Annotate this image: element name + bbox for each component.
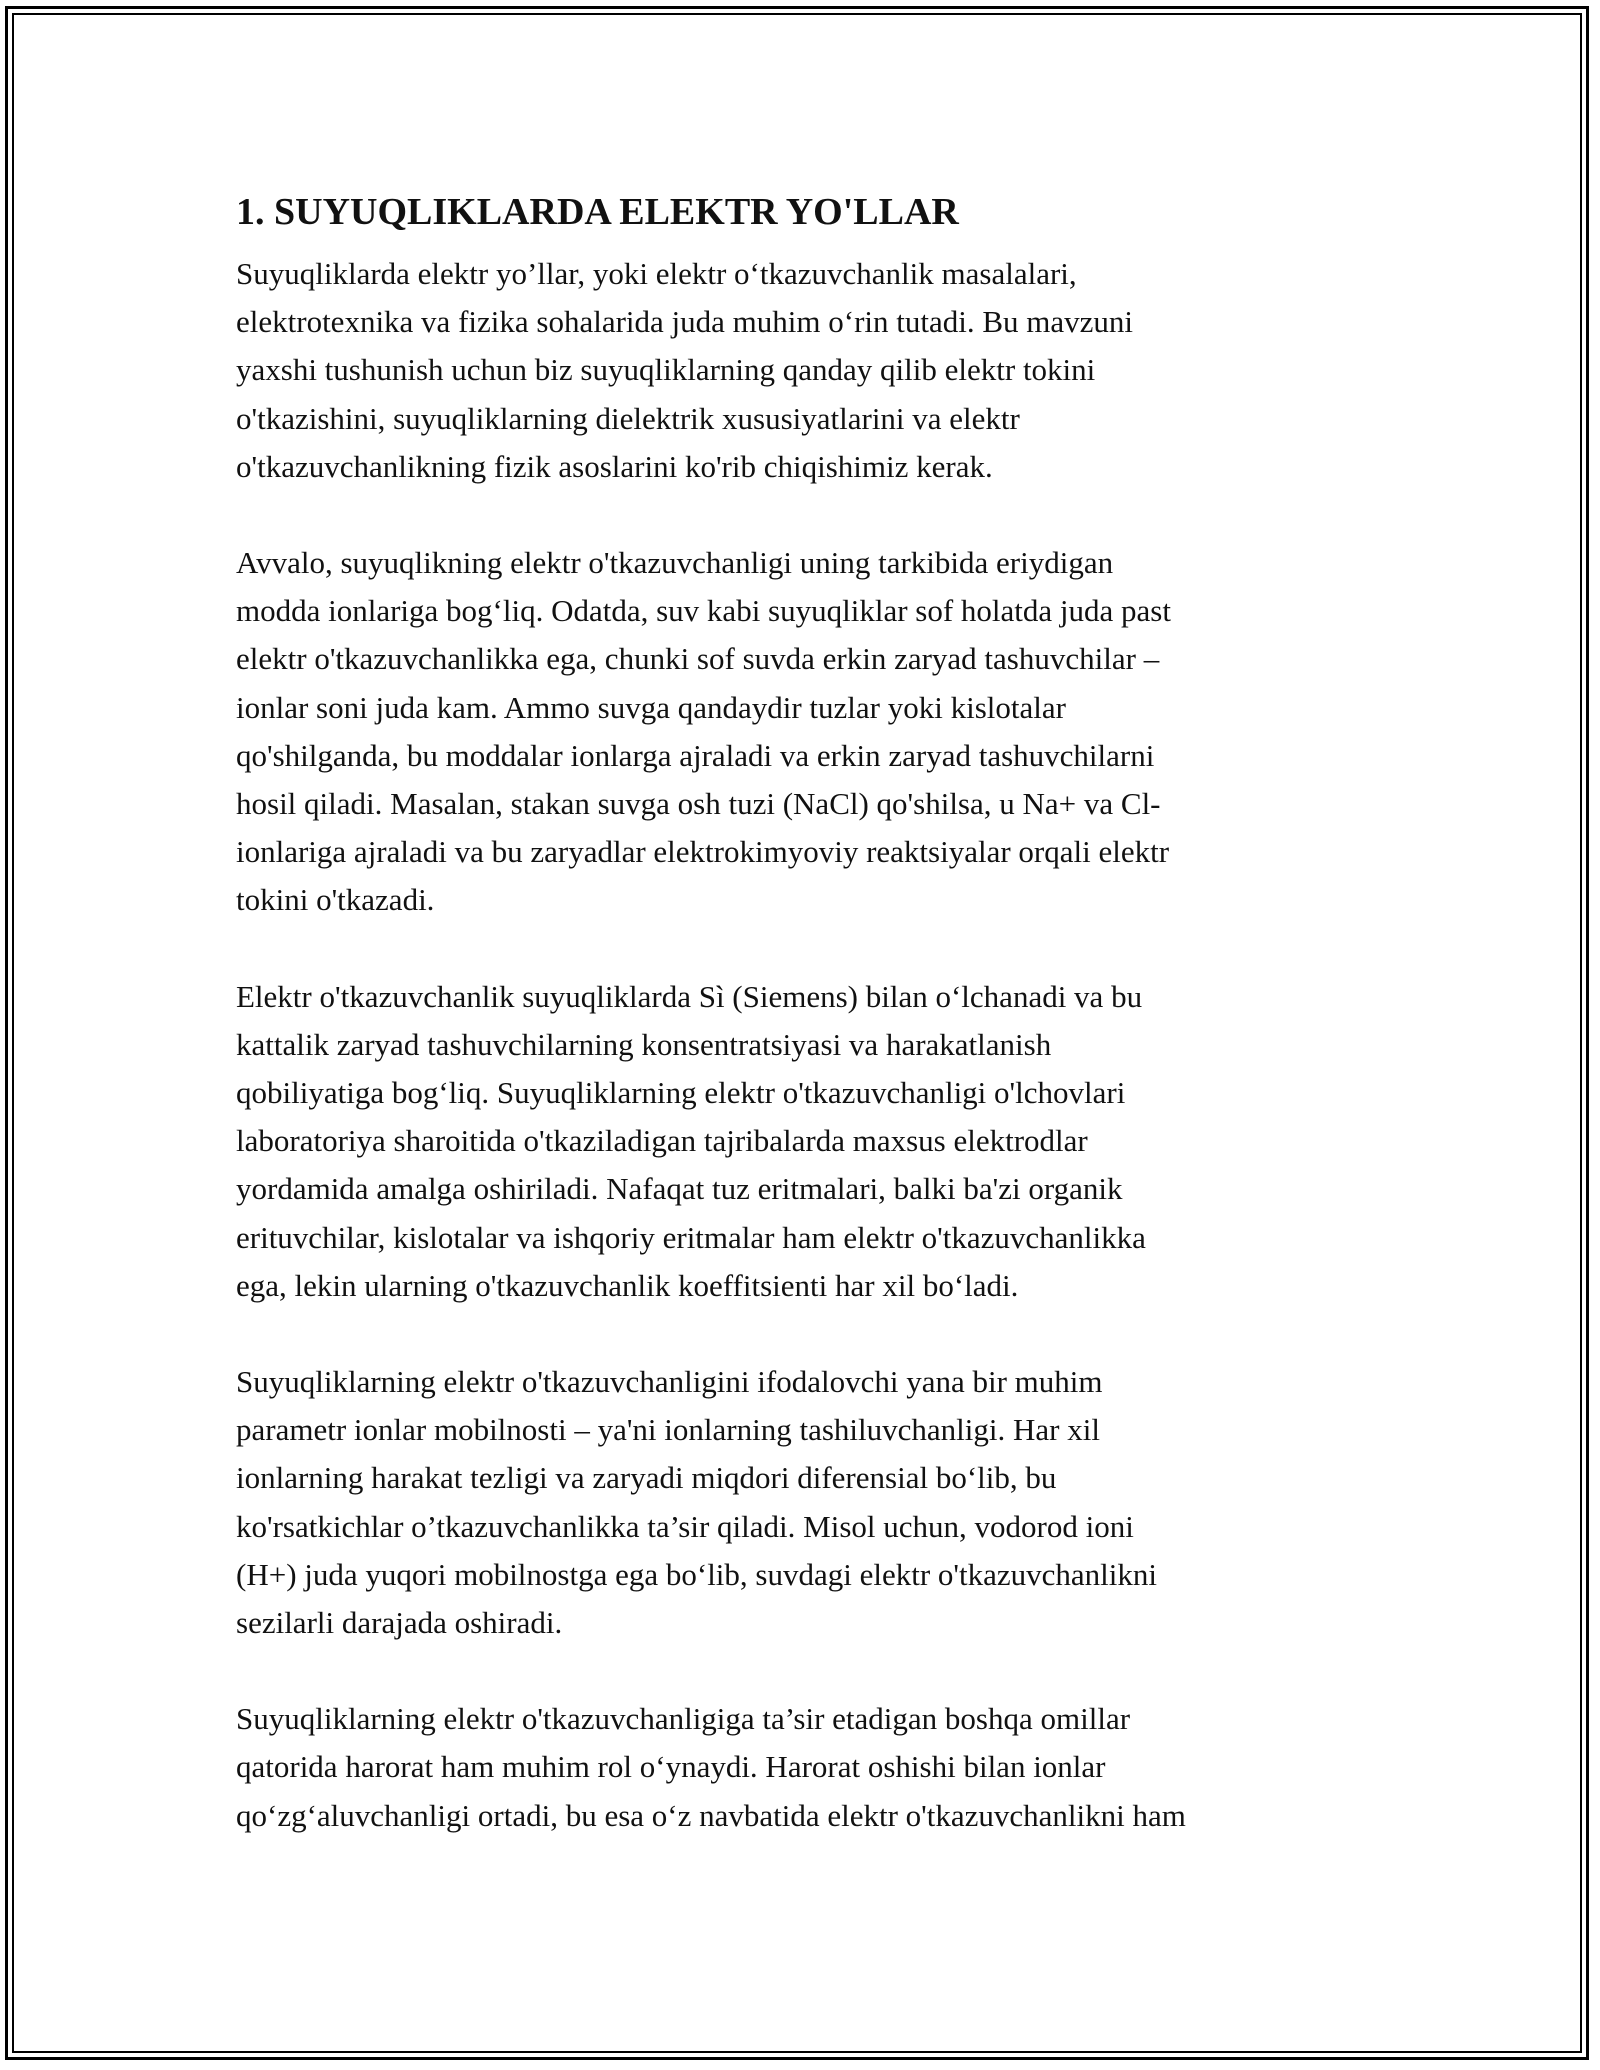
paragraph-line: erituvchilar, kislotalar va ishqoriy eritmalar ham elektr o'tkazuvchanlikka <box>236 1219 1146 1255</box>
paragraph-line: (H+) juda yuqori mobilnostga ega bo‘lib, suvdagi elektr o'tkazuvchanlikni <box>236 1556 1157 1592</box>
document-body <box>236 186 1376 1888</box>
section-heading: 1. SUYUQLIKLARDA ELEKTR YO'LLAR <box>236 191 959 233</box>
paragraph-line: ionlariga ajraladi va bu zaryadlar elektrokimyoviy reaktsiyalar orqali elektr <box>236 834 1170 870</box>
paragraph-line: qobiliyatiga bog‘liq. Suyuqliklarning elektr o'tkazuvchanligi o'lchovlari <box>236 1075 1126 1111</box>
paragraph-line: ionlarning harakat tezligi va zaryadi miqdori diferensial bo‘lib, bu <box>236 1460 1057 1496</box>
paragraph-line: hosil qiladi. Masalan, stakan suvga osh tuzi (NaCl) qo'shilsa, u Na+ va Cl- <box>236 786 1161 822</box>
paragraph-line: laboratoriya sharoitida o'tkaziladigan tajribalarda maxsus elektrodlar <box>236 1123 1088 1159</box>
paragraph-3 <box>236 973 1376 1310</box>
paragraph-line: Suyuqliklarda elektr yo’llar, yoki elektr o‘tkazuvchanlik masalalari, <box>236 256 1077 291</box>
paragraph-5 <box>236 1695 1376 1840</box>
paragraph-line: yaxshi tushunish uchun biz suyuqliklarning qanday qilib elektr tokini <box>236 352 1096 388</box>
paragraph-line: tokini o'tkazadi. <box>236 882 435 918</box>
paragraph-4 <box>236 1358 1376 1647</box>
paragraph-line: qo'shilganda, bu moddalar ionlarga ajraladi va erkin zaryad tashuvchilarni <box>236 737 1155 773</box>
paragraph-line: elektrotexnika va fizika sohalarida juda muhim o‘rin tutadi. Bu mavzuni <box>236 304 1134 340</box>
paragraph-line: Suyuqliklarning elektr o'tkazuvchanligiga ta’sir etadigan boshqa omillar <box>236 1701 1131 1737</box>
paragraph-line: qatorida harorat ham muhim rol o‘ynaydi. Harorat oshishi bilan ionlar <box>236 1749 1106 1785</box>
paragraph-line: o'tkazuvchanlikning fizik asoslarini ko'rib chiqishimiz kerak. <box>236 448 993 484</box>
paragraph-2 <box>236 539 1376 925</box>
paragraph-line: Avvalo, suyuqlikning elektr o'tkazuvchanligi uning tarkibida eriydigan <box>236 545 1114 581</box>
paragraph-line: qo‘zg‘aluvchanligi ortadi, bu esa o‘z navbatida elektr o'tkazuvchanlikni ham <box>236 1797 1186 1833</box>
paragraph-line: ionlar soni juda kam. Ammo suvga qandaydir tuzlar yoki kislotalar <box>236 689 1066 725</box>
paragraph-line: kattalik zaryad tashuvchilarning konsentratsiyasi va harakatlanish <box>236 1026 1052 1062</box>
paragraph-line: modda ionlariga bog‘liq. Odatda, suv kabi suyuqliklar sof holatda juda past <box>236 593 1171 629</box>
paragraph-line: o'tkazishini, suyuqliklarning dielektrik xususiyatlarini va elektr <box>236 400 1020 436</box>
paragraph-line: ko'rsatkichlar o’tkazuvchanlikka ta’sir qiladi. Misol uchun, vodorod ioni <box>236 1508 1134 1544</box>
paragraph-line: yordamida amalga oshiriladi. Nafaqat tuz eritmalari, balki ba'zi organik <box>236 1171 1123 1207</box>
paragraph-line: elektr o'tkazuvchanlikka ega, chunki sof suvda erkin zaryad tashuvchilar – <box>236 641 1160 677</box>
paragraph-line: parametr ionlar mobilnosti – ya'ni ionlarning tashiluvchanligi. Har xil <box>236 1412 1100 1448</box>
paragraph-line: Elektr o'tkazuvchanlik suyuqliklarda Sì (Siemens) bilan o‘lchanadi va bu <box>236 978 1143 1014</box>
paragraph-line: ega, lekin ularning o'tkazuvchanlik koeffitsienti har xil bo‘ladi. <box>236 1267 1019 1303</box>
paragraph-line: Suyuqliklarning elektr o'tkazuvchanligini ifodalovchi yana bir muhim <box>236 1364 1103 1400</box>
paragraph-1 <box>236 250 1376 491</box>
paragraph-line: sezilarli darajada oshiradi. <box>236 1605 563 1641</box>
